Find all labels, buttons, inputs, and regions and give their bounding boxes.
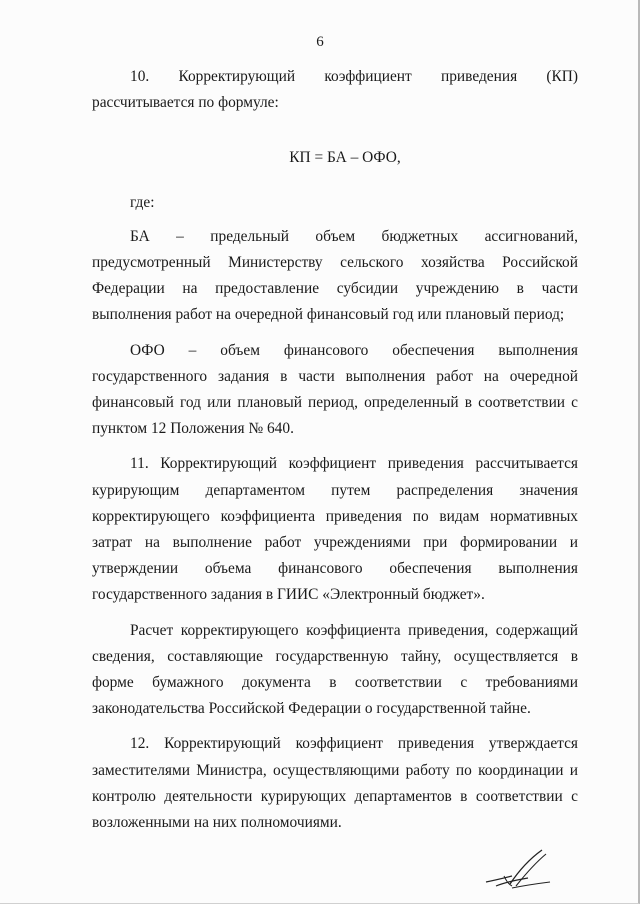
- paragraph-12: 12. Корректирующий коэффициент приведения утверждается заместителями Министра, осуществляющими работу по координации и контролю деятельности курирующих департаментов в соответствии с возложенными на них полномочиями.: [92, 735, 578, 832]
- paragraph-10: 10. Корректирующий коэффициент приведения (КП) рассчитывается по формуле:: [92, 68, 578, 112]
- page-number: 6: [316, 34, 324, 50]
- handwritten-signature: [482, 846, 556, 894]
- formula: КП = БА – ОФО,: [289, 149, 401, 167]
- definition-ofo: ОФО – объем финансового обеспечения выполнения государственного задания в части выполнения работ на очередной финансовый год или плановый период, определенный в соответствии с пунктом 12 Положения № 640.: [92, 341, 578, 438]
- where-label: где:: [130, 193, 155, 211]
- document-body: [92, 64, 578, 836]
- definition-ba: БА – предельный объем бюджетных ассигнований, предусмотренный Министерству сельского хозяйства Российской Федерации на предоставление субсидии учреждению в части выполнения работ на очередной финансовый год или плановый период;: [92, 227, 578, 324]
- paragraph-secret: Расчет корректирующего коэффициента приведения, содержащий сведения, составляющие государственную тайну, осуществляется в форме бумажного документа в соответствии с требованиями законодательства Российской Федерации о государственной тайне.: [92, 621, 578, 718]
- paragraph-11: 11. Корректирующий коэффициент приведения рассчитывается курирующим департаментом путем распределения значения корректирующего коэффициента приведения по видам нормативных затрат на выполнение работ учреждениями при формировании и утверждении объема финансового обеспечения выполнения государственного задания в ГИИС «Электронный бюджет».: [92, 455, 578, 604]
